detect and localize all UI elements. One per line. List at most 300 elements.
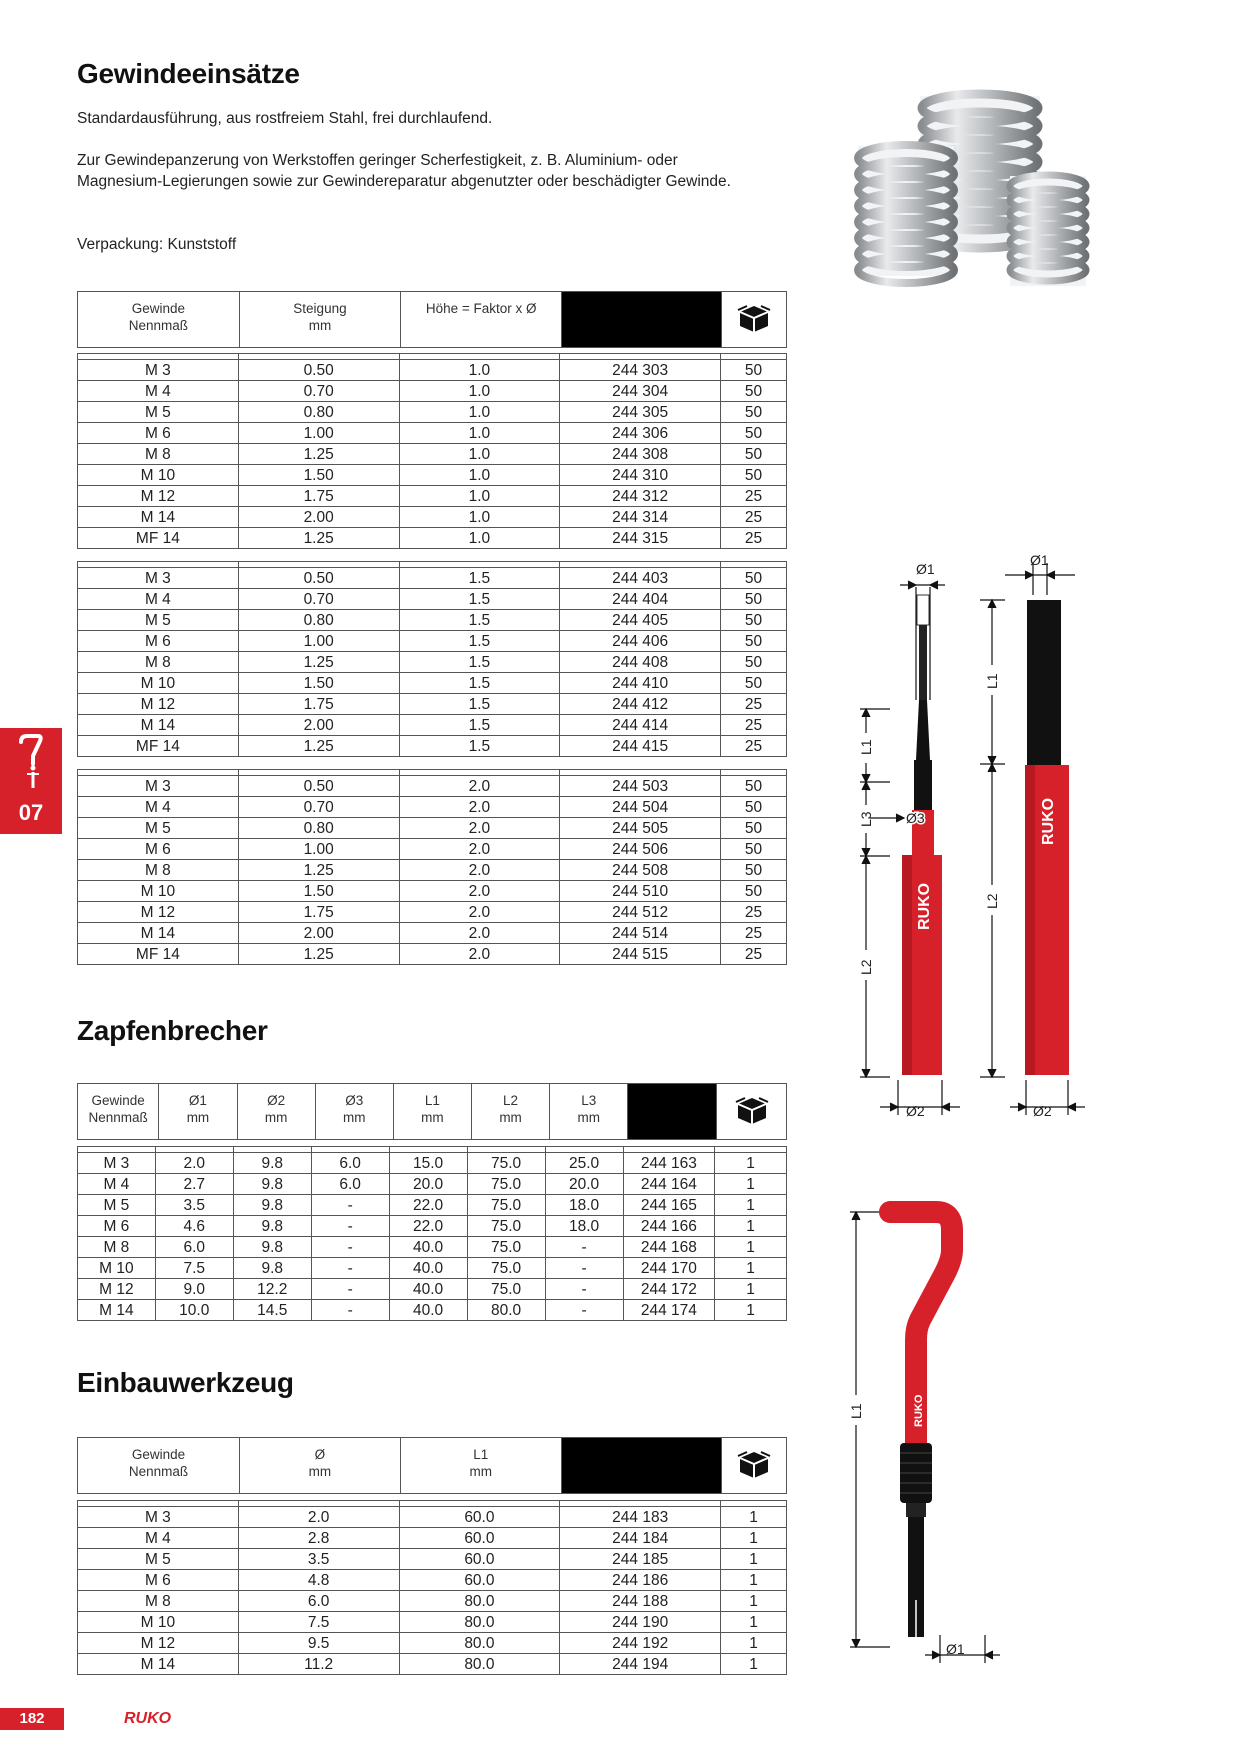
cell-pack-qty: 50 [721, 589, 787, 610]
cell-gewinde: M 12 [78, 1633, 239, 1654]
cell-steigung: 0.70 [238, 381, 399, 402]
cell-pack-qty: 25 [721, 944, 787, 965]
cell-gewinde: MF 14 [78, 528, 239, 549]
cell-hoehe: 1.5 [399, 589, 560, 610]
cell-hoehe: 1.5 [399, 652, 560, 673]
table-row [78, 1633, 787, 1654]
cell-l1: 22.0 [389, 1195, 467, 1216]
cell-pack-qty: 1 [715, 1237, 787, 1258]
cell-article-number: 244 310 [560, 465, 721, 486]
cell-l2: 75.0 [467, 1195, 545, 1216]
cell-steigung: 1.00 [238, 423, 399, 444]
cell-article-number: 244 190 [560, 1612, 721, 1633]
cell-gewinde: M 14 [78, 507, 239, 528]
chapter-tab [0, 728, 62, 834]
table-row [78, 1258, 787, 1279]
cell-gewinde: M 6 [78, 839, 239, 860]
cell-pack-qty: 25 [721, 507, 787, 528]
table-row [78, 776, 787, 797]
cell-steigung: 1.25 [238, 860, 399, 881]
cell-diameter: 7.5 [238, 1612, 399, 1633]
cell-pack-qty: 1 [715, 1153, 787, 1174]
cell-article-number: 244 194 [560, 1654, 721, 1675]
cell-article-number: 244 314 [560, 507, 721, 528]
cell-steigung: 0.50 [238, 776, 399, 797]
label-l2-large: L2 [984, 893, 1000, 909]
cell-article-number: 244 505 [560, 818, 721, 839]
cell-hoehe: 2.0 [399, 902, 560, 923]
cell-gewinde: M 8 [78, 652, 239, 673]
cell-article-number: 244 304 [560, 381, 721, 402]
table-row [78, 839, 787, 860]
table-row [78, 1528, 787, 1549]
cell-pack-qty: 25 [721, 694, 787, 715]
cell-l1: 80.0 [399, 1654, 560, 1675]
cell-steigung: 1.25 [238, 652, 399, 673]
cell-article-number: 244 315 [560, 528, 721, 549]
cell-steigung: 0.80 [238, 818, 399, 839]
cell-pack-qty: 50 [721, 776, 787, 797]
cell-l3: - [545, 1258, 623, 1279]
cell-gewinde: M 4 [78, 1174, 156, 1195]
inserts-header-table [77, 291, 787, 348]
cell-steigung: 1.25 [238, 528, 399, 549]
cell-l2: 75.0 [467, 1153, 545, 1174]
cell-article-number: 244 312 [560, 486, 721, 507]
table-row [78, 860, 787, 881]
cell-l2: 75.0 [467, 1174, 545, 1195]
cell-d1: 7.5 [155, 1258, 233, 1279]
cell-l2: 75.0 [467, 1237, 545, 1258]
header-1: Ø1 mm [159, 1084, 237, 1140]
table-row [78, 528, 787, 549]
cell-pack-qty: 1 [721, 1654, 787, 1675]
cell-hoehe: 2.0 [399, 839, 560, 860]
cell-article-number: 244 415 [560, 736, 721, 757]
cell-d3: - [311, 1216, 389, 1237]
cell-article-number: 244 166 [623, 1216, 715, 1237]
cell-l1: 60.0 [399, 1528, 560, 1549]
table-row [78, 568, 787, 589]
cell-article-number: 244 506 [560, 839, 721, 860]
header-l2: L2 mm [471, 1084, 549, 1140]
header-diameter: Ø mm [239, 1438, 400, 1494]
tool-header-table [77, 1437, 787, 1494]
section-title-tool: Einbauwerkzeug [77, 1367, 294, 1398]
table-row [78, 1300, 787, 1321]
cell-steigung: 0.80 [238, 610, 399, 631]
header-article-number [562, 292, 722, 348]
cell-article-number: 244 164 [623, 1174, 715, 1195]
cell-article-number: 244 186 [560, 1570, 721, 1591]
table-row [78, 1549, 787, 1570]
cell-pack-qty: 1 [715, 1300, 787, 1321]
cell-diameter: 11.2 [238, 1654, 399, 1675]
cell-d2: 9.8 [233, 1237, 311, 1258]
cell-steigung: 1.50 [238, 465, 399, 486]
cell-hoehe: 2.0 [399, 776, 560, 797]
cell-l2: 75.0 [467, 1258, 545, 1279]
cell-article-number: 244 184 [560, 1528, 721, 1549]
inserts-description-2a: Zur Gewindepanzerung von Werkstoffen geringer Scherfestigkeit, z. B. Aluminium- oder [77, 152, 678, 169]
cell-pack-qty: 1 [721, 1612, 787, 1633]
tool-table [77, 1500, 787, 1675]
breaker-small-brand: RUKO [916, 882, 933, 930]
cell-d1: 6.0 [155, 1237, 233, 1258]
cell-gewinde: M 6 [78, 1216, 156, 1237]
cell-article-number: 244 188 [560, 1591, 721, 1612]
cell-pack-qty: 50 [721, 631, 787, 652]
cell-hoehe: 1.0 [399, 528, 560, 549]
cell-pack-qty: 1 [715, 1174, 787, 1195]
cell-article-number: 244 512 [560, 902, 721, 923]
cell-pack-qty: 25 [721, 902, 787, 923]
cell-steigung: 1.00 [238, 839, 399, 860]
cell-l2: 75.0 [467, 1216, 545, 1237]
breaker-header-table [77, 1083, 787, 1140]
cell-article-number: 244 410 [560, 673, 721, 694]
breaker-table [77, 1146, 787, 1321]
cell-hoehe: 1.5 [399, 631, 560, 652]
table-row [78, 1216, 787, 1237]
cell-hoehe: 1.0 [399, 381, 560, 402]
cell-gewinde: M 4 [78, 797, 239, 818]
table-row [78, 694, 787, 715]
cell-hoehe: 2.0 [399, 797, 560, 818]
header-l1: L1 mm [393, 1084, 471, 1140]
cell-gewinde: M 14 [78, 1654, 239, 1675]
cell-article-number: 244 404 [560, 589, 721, 610]
cell-steigung: 0.70 [238, 589, 399, 610]
cell-article-number: 244 414 [560, 715, 721, 736]
cell-pack-qty: 50 [721, 423, 787, 444]
table-row [78, 507, 787, 528]
cell-d3: - [311, 1258, 389, 1279]
cell-diameter: 9.5 [238, 1633, 399, 1654]
cell-article-number: 244 305 [560, 402, 721, 423]
cell-hoehe: 2.0 [399, 818, 560, 839]
cell-article-number: 244 515 [560, 944, 721, 965]
table-row [78, 486, 787, 507]
cell-pack-qty: 1 [721, 1549, 787, 1570]
cell-hoehe: 1.0 [399, 360, 560, 381]
cell-gewinde: M 4 [78, 1528, 239, 1549]
chapter-number: 07 [18, 800, 44, 825]
cell-pack-qty: 50 [721, 673, 787, 694]
cell-steigung: 1.00 [238, 631, 399, 652]
table-row [78, 944, 787, 965]
cell-hoehe: 2.0 [399, 923, 560, 944]
cell-l1: 15.0 [389, 1153, 467, 1174]
cell-gewinde: M 3 [78, 776, 239, 797]
cell-gewinde: M 5 [78, 1549, 239, 1570]
inserts-description-1: Standardausführung, aus rostfreiem Stahl, frei durchlaufend. [77, 110, 493, 127]
cell-d1: 4.6 [155, 1216, 233, 1237]
package-box-icon [717, 1084, 787, 1140]
table-row [78, 1195, 787, 1216]
cell-l2: 75.0 [467, 1279, 545, 1300]
cell-pack-qty: 50 [721, 860, 787, 881]
inserts-description-2b: Magnesium-Legierungen sowie zur Gewindereparatur abgenutzter oder beschädigter Gewinde. [77, 173, 731, 190]
cell-l1: 60.0 [399, 1549, 560, 1570]
cell-l1: 80.0 [399, 1612, 560, 1633]
cell-pack-qty: 50 [721, 818, 787, 839]
cell-diameter: 4.8 [238, 1570, 399, 1591]
table-row [78, 715, 787, 736]
cell-hoehe: 1.5 [399, 610, 560, 631]
cell-pack-qty: 50 [721, 381, 787, 402]
cell-hoehe: 2.0 [399, 944, 560, 965]
cell-gewinde: M 12 [78, 902, 239, 923]
cell-gewinde: M 12 [78, 694, 239, 715]
cell-d1: 2.0 [155, 1153, 233, 1174]
cell-steigung: 0.70 [238, 797, 399, 818]
header-3: Ø3 mm [315, 1084, 393, 1140]
cell-hoehe: 1.5 [399, 715, 560, 736]
cell-d2: 9.8 [233, 1258, 311, 1279]
cell-hoehe: 1.5 [399, 568, 560, 589]
cell-gewinde: M 4 [78, 589, 239, 610]
cell-l1: 80.0 [399, 1591, 560, 1612]
package-box-icon [721, 292, 786, 348]
cell-gewinde: M 12 [78, 486, 239, 507]
cell-l1: 40.0 [389, 1279, 467, 1300]
cell-gewinde: M 10 [78, 673, 239, 694]
cell-pack-qty: 50 [721, 652, 787, 673]
cell-article-number: 244 504 [560, 797, 721, 818]
tool-handle-brand: RUKO [913, 1394, 925, 1427]
table-row [78, 1279, 787, 1300]
cell-steigung: 1.50 [238, 673, 399, 694]
cell-pack-qty: 50 [721, 444, 787, 465]
cell-l3: 25.0 [545, 1153, 623, 1174]
table-row [78, 673, 787, 694]
cell-d2: 12.2 [233, 1279, 311, 1300]
inserts-packaging: Verpackung: Kunststoff [77, 236, 237, 253]
cell-pack-qty: 1 [715, 1195, 787, 1216]
label-d2-small: Ø2 [906, 1103, 925, 1119]
cell-gewinde: M 6 [78, 1570, 239, 1591]
cell-steigung: 1.25 [238, 944, 399, 965]
cell-article-number: 244 174 [623, 1300, 715, 1321]
cell-pack-qty: 1 [721, 1633, 787, 1654]
table-row [78, 923, 787, 944]
cell-gewinde: M 10 [78, 1258, 156, 1279]
cell-pack-qty: 1 [715, 1216, 787, 1237]
cell-pack-qty: 50 [721, 839, 787, 860]
cell-article-number: 244 192 [560, 1633, 721, 1654]
cell-l1: 60.0 [399, 1570, 560, 1591]
cell-steigung: 2.00 [238, 715, 399, 736]
cell-l1: 22.0 [389, 1216, 467, 1237]
cell-d1: 10.0 [155, 1300, 233, 1321]
cell-pack-qty: 25 [721, 923, 787, 944]
cell-d2: 9.8 [233, 1153, 311, 1174]
cell-article-number: 244 170 [623, 1258, 715, 1279]
label-d1-small: Ø1 [916, 561, 935, 577]
cell-article-number: 244 306 [560, 423, 721, 444]
cell-article-number: 244 508 [560, 860, 721, 881]
tool-tab-icon [18, 734, 44, 790]
cell-article-number: 244 510 [560, 881, 721, 902]
page-number: 182 [19, 1710, 45, 1727]
cell-d1: 2.7 [155, 1174, 233, 1195]
header-gewinde: Gewinde Nennmaß [78, 1084, 159, 1140]
table-row [78, 444, 787, 465]
cell-gewinde: M 3 [78, 568, 239, 589]
table-row [78, 1612, 787, 1633]
label-d2-large: Ø2 [1033, 1103, 1052, 1119]
cell-steigung: 0.80 [238, 402, 399, 423]
table-row [78, 797, 787, 818]
cell-gewinde: M 10 [78, 465, 239, 486]
cell-l1: 40.0 [389, 1300, 467, 1321]
cell-steigung: 0.50 [238, 568, 399, 589]
cell-gewinde: M 3 [78, 1153, 156, 1174]
cell-hoehe: 1.0 [399, 444, 560, 465]
table-row [78, 1237, 787, 1258]
cell-pack-qty: 50 [721, 881, 787, 902]
cell-pack-qty: 50 [721, 360, 787, 381]
cell-pack-qty: 25 [721, 528, 787, 549]
cell-pack-qty: 1 [715, 1279, 787, 1300]
header-article-number [561, 1438, 721, 1494]
cell-article-number: 244 163 [623, 1153, 715, 1174]
cell-d2: 14.5 [233, 1300, 311, 1321]
cell-pack-qty: 1 [721, 1570, 787, 1591]
cell-d2: 9.8 [233, 1174, 311, 1195]
cell-d2: 9.8 [233, 1216, 311, 1237]
cell-hoehe: 2.0 [399, 860, 560, 881]
cell-l1: 20.0 [389, 1174, 467, 1195]
inserts-table-factor-1-5 [77, 561, 787, 757]
cell-steigung: 0.50 [238, 360, 399, 381]
cell-article-number: 244 408 [560, 652, 721, 673]
cell-steigung: 1.75 [238, 486, 399, 507]
cell-article-number: 244 412 [560, 694, 721, 715]
cell-pack-qty: 25 [721, 736, 787, 757]
table-row [78, 736, 787, 757]
cell-pack-qty: 50 [721, 402, 787, 423]
package-box-icon [721, 1438, 786, 1494]
table-row [78, 589, 787, 610]
cell-gewinde: M 5 [78, 402, 239, 423]
cell-l3: - [545, 1300, 623, 1321]
cell-pack-qty: 1 [715, 1258, 787, 1279]
table-row [78, 631, 787, 652]
cell-pack-qty: 1 [721, 1507, 787, 1528]
cell-hoehe: 1.0 [399, 402, 560, 423]
cell-steigung: 1.50 [238, 881, 399, 902]
cell-l3: - [545, 1279, 623, 1300]
header-steigung: Steigung mm [239, 292, 401, 348]
cell-gewinde: M 6 [78, 423, 239, 444]
breaker-tools-drawing [840, 555, 1100, 1135]
footer-brand: RUKO [124, 1710, 172, 1727]
table-row [78, 465, 787, 486]
cell-gewinde: M 12 [78, 1279, 156, 1300]
cell-d2: 9.8 [233, 1195, 311, 1216]
cell-pack-qty: 50 [721, 465, 787, 486]
cell-l3: 18.0 [545, 1216, 623, 1237]
table-row [78, 423, 787, 444]
installation-tool-drawing [840, 1195, 1040, 1675]
cell-steigung: 2.00 [238, 923, 399, 944]
label-d3: Ø3 [906, 810, 925, 826]
cell-steigung: 1.25 [238, 444, 399, 465]
section-title-inserts: Gewindeeinsätze [77, 58, 300, 89]
cell-l3: 20.0 [545, 1174, 623, 1195]
cell-l1: 60.0 [399, 1507, 560, 1528]
table-row [78, 818, 787, 839]
cell-d3: - [311, 1195, 389, 1216]
table-row [78, 360, 787, 381]
label-l3: L3 [858, 811, 874, 827]
cell-l1: 80.0 [399, 1633, 560, 1654]
cell-article-number: 244 168 [623, 1237, 715, 1258]
cell-article-number: 244 514 [560, 923, 721, 944]
cell-hoehe: 1.0 [399, 423, 560, 444]
label-tool-l1: L1 [848, 1403, 864, 1419]
cell-pack-qty: 1 [721, 1591, 787, 1612]
cell-gewinde: MF 14 [78, 736, 239, 757]
cell-hoehe: 1.0 [399, 465, 560, 486]
cell-pack-qty: 50 [721, 797, 787, 818]
header-l3: L3 mm [550, 1084, 628, 1140]
cell-gewinde: M 5 [78, 818, 239, 839]
cell-gewinde: M 4 [78, 381, 239, 402]
cell-gewinde: M 14 [78, 715, 239, 736]
cell-article-number: 244 183 [560, 1507, 721, 1528]
table-row [78, 881, 787, 902]
cell-hoehe: 1.0 [399, 507, 560, 528]
cell-d3: - [311, 1279, 389, 1300]
cell-pack-qty: 50 [721, 610, 787, 631]
inserts-table-factor-1-0 [77, 353, 787, 549]
inserts-table-factor-2-0 [77, 769, 787, 965]
label-l2-small: L2 [858, 959, 874, 975]
header-l1: L1 mm [400, 1438, 561, 1494]
cell-gewinde: M 8 [78, 860, 239, 881]
cell-hoehe: 1.5 [399, 736, 560, 757]
header-gewinde: Gewinde Nennmaß [78, 1438, 240, 1494]
table-row [78, 1507, 787, 1528]
header-hoehe: Höhe = Faktor x Ø [401, 292, 562, 348]
cell-gewinde: MF 14 [78, 944, 239, 965]
header-article-number [628, 1084, 717, 1140]
label-tool-d1: Ø1 [946, 1641, 965, 1657]
cell-diameter: 3.5 [238, 1549, 399, 1570]
cell-article-number: 244 185 [560, 1549, 721, 1570]
cell-gewinde: M 5 [78, 610, 239, 631]
cell-article-number: 244 172 [623, 1279, 715, 1300]
cell-d1: 9.0 [155, 1279, 233, 1300]
cell-article-number: 244 403 [560, 568, 721, 589]
cell-hoehe: 1.0 [399, 486, 560, 507]
cell-d3: - [311, 1300, 389, 1321]
table-row [78, 610, 787, 631]
table-row [78, 902, 787, 923]
cell-d3: 6.0 [311, 1153, 389, 1174]
cell-l1: 40.0 [389, 1258, 467, 1279]
cell-d3: 6.0 [311, 1174, 389, 1195]
cell-gewinde: M 3 [78, 1507, 239, 1528]
cell-pack-qty: 50 [721, 568, 787, 589]
cell-steigung: 1.75 [238, 694, 399, 715]
label-d1-large: Ø1 [1030, 555, 1049, 568]
cell-pack-qty: 25 [721, 715, 787, 736]
cell-article-number: 244 503 [560, 776, 721, 797]
